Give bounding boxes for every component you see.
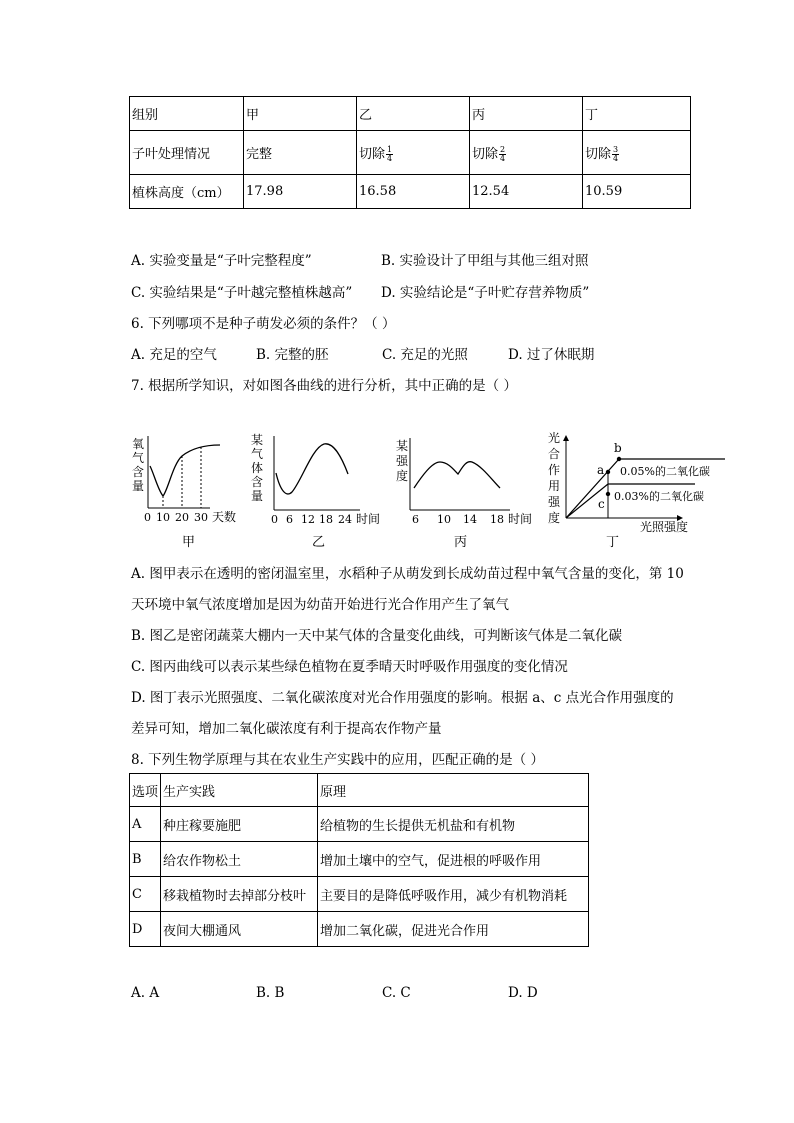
series-label: 0.05%的二氧化碳: [620, 465, 710, 478]
table-row: [130, 912, 589, 947]
q6-option-b: B. 完整的胚: [256, 347, 329, 363]
tick-label: 10: [156, 511, 170, 524]
fraction: [612, 146, 619, 163]
fraction-numerator: 1: [387, 144, 393, 154]
tick-label: 0: [144, 511, 151, 524]
q6-stem: 6. 下列哪项不是种子萌发必须的条件？（ ）: [131, 316, 396, 332]
seedling-table: [129, 96, 691, 209]
table-cell: 原理: [318, 774, 589, 807]
fraction-denominator: 4: [613, 153, 619, 163]
series-label: 0.03%的二氧化碳: [614, 490, 704, 503]
axis-label: 体: [251, 461, 264, 475]
axis-label: 含: [251, 475, 264, 489]
tick-label: 24: [338, 513, 352, 526]
table-cell: 夜间大棚通风: [161, 912, 318, 947]
graph-ding: [548, 430, 725, 550]
table-cell: 12.54: [470, 175, 583, 209]
cell-text: 切除: [359, 146, 386, 162]
point-label: c: [598, 497, 605, 511]
table-row: [130, 175, 691, 209]
q5-option-d: D. 实验结论是“子叶贮存营养物质”: [381, 285, 590, 301]
tick-label: 20: [175, 511, 189, 524]
q6-option-c: C. 充足的光照: [382, 347, 468, 363]
table-cell: 增加土壤中的空气，促进根的呼吸作用: [318, 842, 589, 877]
point-label: a: [597, 463, 605, 477]
tick-label: 10: [437, 513, 451, 526]
axis-label: 强: [548, 495, 561, 509]
fraction-denominator: 4: [500, 153, 506, 163]
axis-label: 光: [548, 431, 561, 445]
table-cell: 组别: [130, 97, 244, 131]
agriculture-table: [129, 773, 589, 947]
fraction: [386, 146, 393, 163]
point-c: [606, 492, 610, 496]
table-cell: 增加二氧化碳，促进光合作用: [318, 912, 589, 947]
axis-label: 天数: [212, 510, 237, 524]
q8-stem: 8. 下列生物学原理与其在农业生产实践中的应用，匹配正确的是（ ）: [131, 752, 544, 768]
table-cell: 种庄稼要施肥: [161, 807, 318, 842]
point-b: [617, 457, 621, 461]
axis-label: 合: [548, 447, 561, 461]
axis-label: 气: [251, 447, 264, 461]
q7-stem: 7. 根据所学知识，对如图各曲线的进行分析，其中正确的是（ ）: [131, 378, 517, 394]
curve: [150, 445, 220, 496]
table-row: [130, 774, 589, 807]
table-cell: B: [130, 842, 161, 877]
q7-figures: [120, 428, 730, 553]
tick-label: 18: [319, 513, 333, 526]
table-cell: [357, 131, 470, 175]
curve: [414, 462, 500, 488]
cell-text: 切除: [472, 146, 499, 162]
table-row: [130, 807, 589, 842]
axis-label: 度: [396, 469, 409, 483]
axis-label: 度: [548, 511, 561, 525]
table-cell: 完整: [244, 131, 357, 175]
table-cell: 10.59: [583, 175, 691, 209]
table-cell: 主要目的是降低呼吸作用，减少有机物消耗: [318, 877, 589, 912]
q5-option-a: A. 实验变量是“子叶完整程度”: [131, 253, 312, 269]
table-cell: A: [130, 807, 161, 842]
table-row: [130, 131, 691, 175]
q7-option-a-line1: A. 图甲表示在透明的密闭温室里，水稻种子从萌发到长成幼苗过程中氧气含量的变化，第 10: [131, 566, 684, 582]
q5-option-b: B. 实验设计了甲组与其他三组对照: [381, 253, 589, 269]
q6-option-a: A. 充足的空气: [131, 347, 217, 363]
q7-option-a-line2: 天环境中氧气浓度增加是因为幼苗开始进行光合作用产生了氧气: [131, 597, 509, 613]
table-cell: [583, 131, 691, 175]
table-cell: 16.58: [357, 175, 470, 209]
axis-label: 某: [396, 439, 409, 453]
tick-label: 18: [490, 513, 504, 526]
tick-label: 12: [301, 513, 315, 526]
table-cell: 给植物的生长提供无机盐和有机物: [318, 807, 589, 842]
table-cell: 生产实践: [161, 774, 318, 807]
tick-label: 30: [194, 511, 208, 524]
graph-bing: [396, 438, 532, 550]
graph-jia: [132, 436, 236, 550]
table-cell: 17.98: [244, 175, 357, 209]
q6-option-d: D. 过了休眠期: [508, 347, 595, 363]
q7-option-c: C. 图丙曲线可以表示某些绿色植物在夏季晴天时呼吸作用强度的变化情况: [131, 659, 568, 675]
table-row: [130, 97, 691, 131]
cell-text: 切除: [585, 146, 612, 162]
axis-label: 用: [548, 479, 561, 493]
table-row: [130, 877, 589, 912]
fraction: [499, 146, 506, 163]
graph-yi: [251, 433, 380, 550]
table-cell: 丁: [583, 97, 691, 131]
curve: [276, 444, 348, 494]
q7-option-d-line2: 差异可知，增加二氧化碳浓度有利于提高农作物产量: [131, 721, 442, 737]
tick-label: 6: [286, 513, 293, 526]
axis-label: 含: [132, 465, 145, 479]
q5-option-c: C. 实验结果是“子叶越完整植株越高”: [131, 285, 353, 301]
q7-option-b: B. 图乙是密闭蔬菜大棚内一天中某气体的含量变化曲线，可判断该气体是二氧化碳: [131, 628, 623, 644]
axis-label: 某: [251, 433, 264, 447]
axis-label: 时间: [356, 512, 381, 526]
axis-label: 作: [548, 463, 561, 477]
fraction-numerator: 2: [500, 144, 506, 154]
graph-caption: 乙: [312, 535, 326, 550]
q8-option-d: D. D: [508, 985, 538, 1001]
table-cell: 乙: [357, 97, 470, 131]
table-cell: [470, 131, 583, 175]
fraction-numerator: 3: [613, 144, 619, 154]
q8-option-c: C. C: [382, 985, 411, 1001]
tick-label: 6: [412, 513, 419, 526]
axis-label: 光照强度: [640, 520, 689, 534]
table-cell: 移栽植物时去掉部分枝叶: [161, 877, 318, 912]
table-cell: 丙: [470, 97, 583, 131]
graph-caption: 丙: [454, 535, 468, 550]
table-cell: 子叶处理情况: [130, 131, 244, 175]
table-cell: 选项: [130, 774, 161, 807]
graph-caption: 甲: [182, 535, 196, 550]
q8-option-b: B. B: [256, 985, 285, 1001]
axis-label: 量: [132, 479, 145, 493]
tick-label: 14: [463, 513, 477, 526]
axis-label: 时间: [508, 512, 533, 526]
q7-option-d-line1: D. 图丁表示光照强度、二氧化碳浓度对光合作用强度的影响。根据 a、c 点光合作用强度的: [131, 690, 674, 706]
point-a: [606, 470, 610, 474]
point-label: b: [614, 441, 622, 455]
table-cell: 植株高度（cm）: [130, 175, 244, 209]
axis-label: 氧: [132, 437, 145, 451]
axis-label: 量: [251, 489, 264, 503]
axis-label: 强: [396, 454, 409, 468]
table-cell: 甲: [244, 97, 357, 131]
graph-caption: 丁: [606, 535, 620, 550]
table-cell: D: [130, 912, 161, 947]
fraction-denominator: 4: [387, 153, 393, 163]
tick-label: 0: [271, 513, 278, 526]
table-cell: 给农作物松土: [161, 842, 318, 877]
axis-label: 气: [132, 451, 145, 465]
table-cell: C: [130, 877, 161, 912]
table-row: [130, 842, 589, 877]
q8-option-a: A. A: [131, 985, 160, 1001]
